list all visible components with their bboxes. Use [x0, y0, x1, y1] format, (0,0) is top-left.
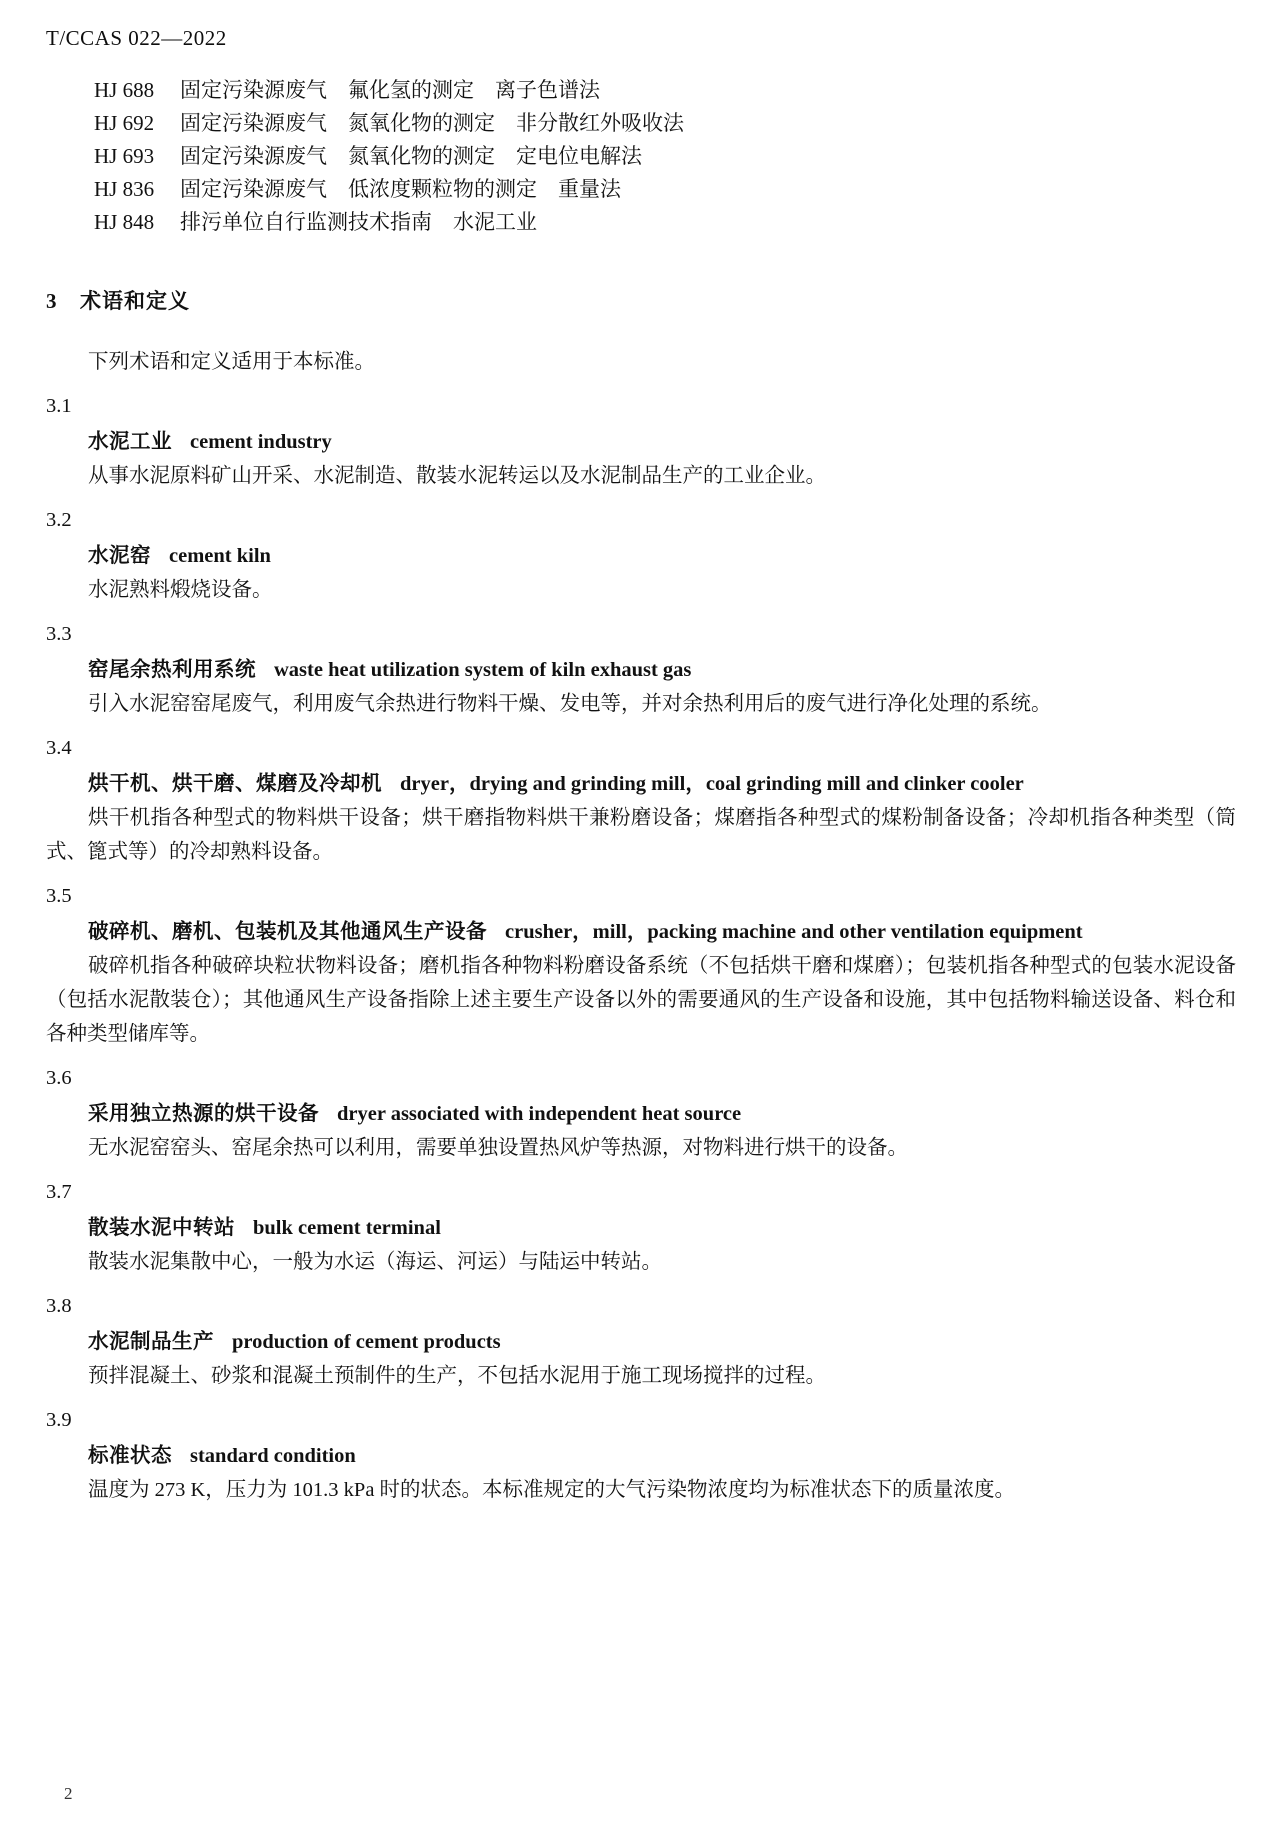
term-definition: 温度为 273 K，压力为 101.3 kPa 时的状态。本标准规定的大气污染物浓度均为标准状态下的质量浓度。 — [88, 1479, 1016, 1501]
reference-code: HJ 692 — [94, 111, 155, 135]
term-definition: 散装水泥集散中心，一般为水运（海运、河运）与陆运中转站。 — [88, 1251, 662, 1273]
term-entry-3-8 — [46, 1289, 1236, 1393]
reference-code: HJ 693 — [94, 144, 155, 168]
reference-title: 固定污染源废气 氮氧化物的测定 非分散红外吸收法 — [180, 111, 684, 135]
reference-title: 固定污染源废气 低浓度颗粒物的测定 重量法 — [180, 177, 621, 201]
clause-number: 3.5 — [46, 885, 72, 907]
term-entry-3-4 — [46, 731, 1236, 869]
term-title — [46, 539, 1236, 573]
term-name-en: standard condition — [190, 1445, 356, 1467]
term-name-en: cement industry — [190, 431, 332, 453]
term-name-cn: 水泥工业 — [88, 431, 172, 453]
term-name-cn: 水泥窑 — [88, 545, 151, 567]
term-name-cn: 窑尾余热利用系统 — [88, 659, 256, 681]
list-item — [46, 140, 1236, 173]
term-name-en: cement kiln — [169, 545, 271, 567]
list-item — [46, 173, 1236, 206]
term-name-cn: 水泥制品生产 — [88, 1331, 214, 1353]
term-name-cn: 标准状态 — [88, 1445, 172, 1467]
reference-title: 排污单位自行监测技术指南 水泥工业 — [180, 210, 537, 234]
term-title — [46, 1325, 1236, 1359]
page-header: T/CCAS 022—2022 — [46, 26, 227, 50]
term-name-en: crusher，mill，packing machine and other ventilation equipment — [505, 921, 1083, 943]
normative-references-list — [46, 74, 1236, 239]
term-title — [46, 653, 1236, 687]
section-lead-paragraph: 下列术语和定义适用于本标准。 — [88, 351, 375, 373]
term-name-en: bulk cement terminal — [253, 1217, 441, 1239]
term-title — [46, 1211, 1236, 1245]
term-title — [46, 767, 1236, 801]
term-entry-3-6 — [46, 1061, 1236, 1165]
clause-number: 3.6 — [46, 1067, 72, 1089]
term-entry-3-2 — [46, 503, 1236, 607]
term-entry-3-9 — [46, 1403, 1236, 1507]
list-item — [46, 107, 1236, 140]
clause-number: 3.9 — [46, 1409, 72, 1431]
clause-number: 3.7 — [46, 1181, 72, 1203]
term-entry-3-3 — [46, 617, 1236, 721]
term-name-en: waste heat utilization system of kiln exhaust gas — [274, 659, 692, 681]
term-name-cn: 采用独立热源的烘干设备 — [88, 1103, 319, 1125]
reference-title: 固定污染源废气 氮氧化物的测定 定电位电解法 — [180, 144, 642, 168]
term-definition: 破碎机指各种破碎块粒状物料设备；磨机指各种物料粉磨设备系统（不包括烘干磨和煤磨）；包装机指各种型式的包装水泥设备（包括水泥散装仓）；其他通风生产设备指除上述主要生产设备以外的需要通风的生产设备和设施，其中包括物料输送设备、料仓和各种类型储库等。 — [46, 955, 1236, 1045]
term-title — [46, 425, 1236, 459]
term-name-en: dryer，drying and grinding mill，coal grinding mill and clinker cooler — [400, 773, 1024, 795]
term-title — [46, 1097, 1236, 1131]
term-definition: 无水泥窑窑头、窑尾余热可以利用，需要单独设置热风炉等热源，对物料进行烘干的设备。 — [88, 1137, 908, 1159]
term-name-cn: 散装水泥中转站 — [88, 1217, 235, 1239]
reference-title: 固定污染源废气 氟化氢的测定 离子色谱法 — [180, 78, 600, 102]
section-heading — [46, 285, 1236, 315]
reference-code: HJ 848 — [94, 210, 155, 234]
page-content — [46, 74, 1236, 1507]
section-number: 3 — [46, 289, 58, 313]
clause-number: 3.8 — [46, 1295, 72, 1317]
clause-number: 3.1 — [46, 395, 72, 417]
list-item — [46, 206, 1236, 239]
term-entry-3-5 — [46, 879, 1236, 1051]
reference-code: HJ 836 — [94, 177, 155, 201]
term-definition: 烘干机指各种型式的物料烘干设备；烘干磨指物料烘干兼粉磨设备；煤磨指各种型式的煤粉制备设备；冷却机指各种类型（筒式、篦式等）的冷却熟料设备。 — [46, 807, 1236, 863]
term-title — [46, 915, 1236, 949]
term-definition: 水泥熟料煅烧设备。 — [88, 579, 273, 601]
clause-number: 3.3 — [46, 623, 72, 645]
clause-number: 3.2 — [46, 509, 72, 531]
section-title: 术语和定义 — [80, 289, 190, 313]
term-name-en: production of cement products — [232, 1331, 501, 1353]
term-entry-3-7 — [46, 1175, 1236, 1279]
term-definition: 预拌混凝土、砂浆和混凝土预制件的生产，不包括水泥用于施工现场搅拌的过程。 — [88, 1365, 826, 1387]
term-definition: 引入水泥窑窑尾废气，利用废气余热进行物料干燥、发电等，并对余热利用后的废气进行净化处理的系统。 — [88, 693, 1052, 715]
term-name-cn: 烘干机、烘干磨、煤磨及冷却机 — [88, 773, 382, 795]
term-entry-3-1 — [46, 389, 1236, 493]
reference-code: HJ 688 — [94, 78, 155, 102]
term-name-cn: 破碎机、磨机、包装机及其他通风生产设备 — [88, 921, 487, 943]
list-item — [46, 74, 1236, 107]
term-name-en: dryer associated with independent heat source — [337, 1103, 742, 1125]
clause-number: 3.4 — [46, 737, 72, 759]
page-number: 2 — [64, 1784, 73, 1803]
term-definition: 从事水泥原料矿山开采、水泥制造、散装水泥转运以及水泥制品生产的工业企业。 — [88, 465, 826, 487]
term-title — [46, 1439, 1236, 1473]
